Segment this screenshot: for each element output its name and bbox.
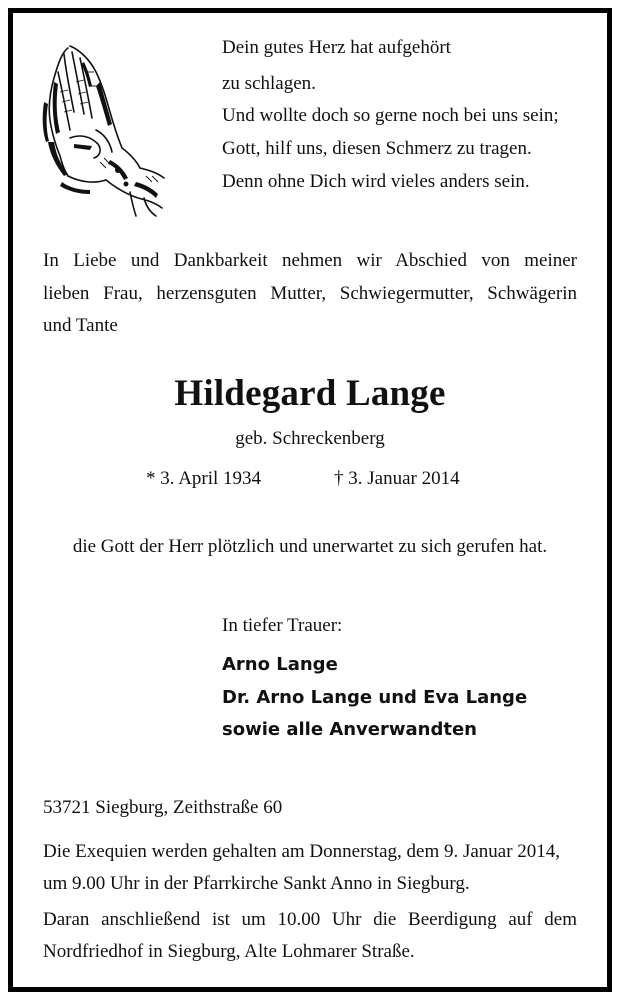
service-line: um 9.00 Uhr in der Pfarrkirche Sankt Anno in Siegburg.	[43, 873, 470, 894]
mourning-heading: In tiefer Trauer:	[222, 615, 343, 636]
service-line: Die Exequien werden gehalten am Donnerstag, dem 9. Januar 2014,	[43, 841, 561, 862]
mourner-name: Arno Lange	[222, 654, 338, 675]
intro-line: In Liebe und Dankbarkeit nehmen wir Abschied von meiner	[43, 250, 577, 271]
poem-line: Denn ohne Dich wird vieles anders sein.	[222, 171, 530, 192]
poem-line: Dein gutes Herz hat aufgehört	[222, 37, 451, 58]
praying-hands-icon	[40, 42, 170, 218]
intro-line: lieben Frau, herzensguten Mutter, Schwiegermutter, Schwägerin	[43, 283, 577, 304]
burial-line: Daran anschließend ist um 10.00 Uhr die Beerdigung auf dem	[43, 909, 577, 930]
birth-date: * 3. April 1934	[146, 468, 262, 489]
death-date: † 3. Januar 2014	[334, 468, 460, 489]
poem-line: zu schlagen.	[222, 73, 316, 94]
closing-sentence: die Gott der Herr plötzlich und unerwartet zu sich gerufen hat.	[72, 536, 548, 557]
burial-line: Nordfriedhof in Siegburg, Alte Lohmarer Straße.	[43, 941, 415, 962]
intro-line: und Tante	[43, 315, 118, 336]
mourner-name: Dr. Arno Lange und Eva Lange	[222, 687, 528, 708]
poem-line: Und wollte doch so gerne noch bei uns sein;	[222, 105, 559, 126]
mourner-name: sowie alle Anverwandten	[222, 719, 477, 740]
maiden-name: geb. Schreckenberg	[235, 428, 385, 449]
deceased-name: Hildegard Lange	[174, 373, 446, 414]
poem-line: Gott, hilf uns, diesen Schmerz zu tragen.	[222, 138, 532, 159]
address: 53721 Siegburg, Zeithstraße 60	[43, 797, 283, 818]
